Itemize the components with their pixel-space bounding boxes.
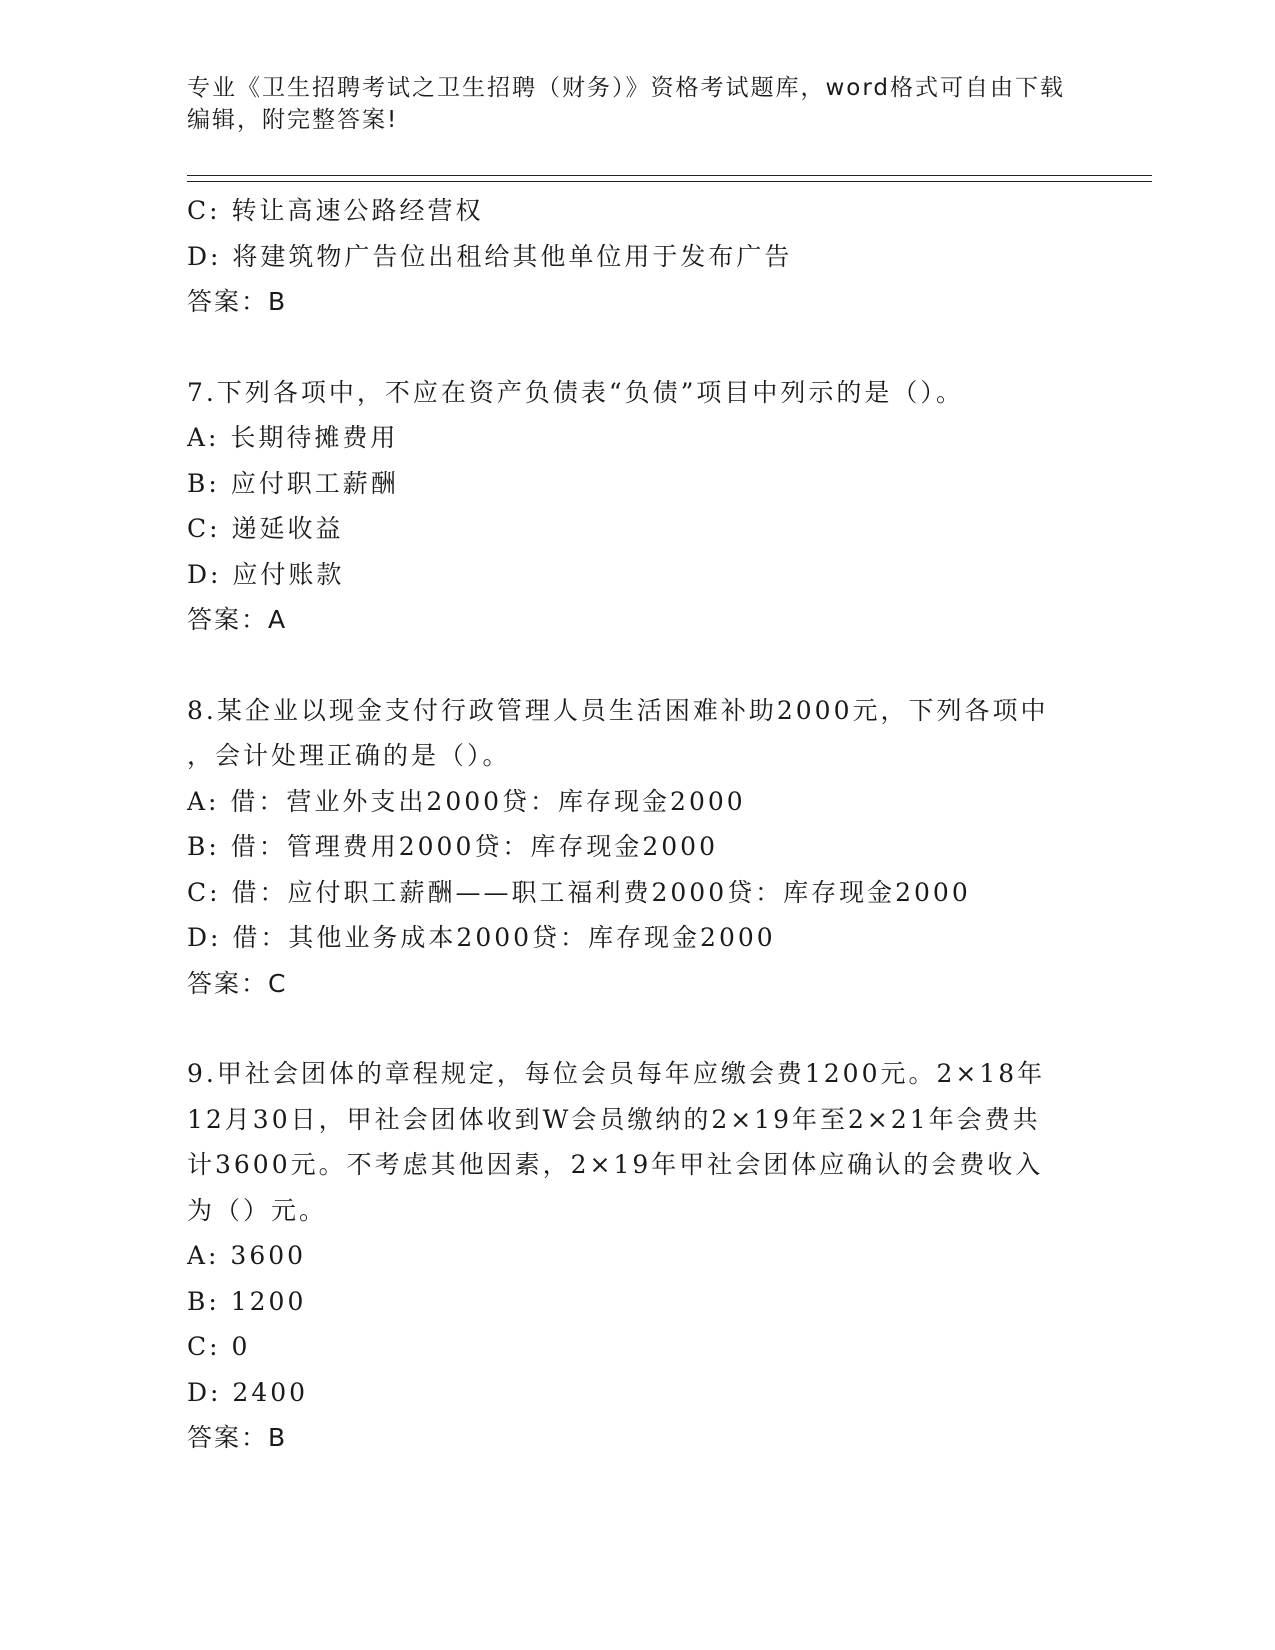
header-rule-top [187, 175, 1152, 176]
question-spacer [187, 1006, 1087, 1051]
question-stem-continued: 计3600元。不考虑其他因素，2×19年甲社会团体应确认的会费收入 [187, 1150, 1044, 1179]
option-b: B: 借：管理费用2000贷：库存现金2000 [187, 832, 718, 861]
question-9 [187, 1051, 1087, 1461]
header-rule-bottom [187, 181, 1152, 182]
option-a: A: 3600 [187, 1241, 307, 1270]
question-stem-continued: 12月30日，甲社会团体收到W会员缴纳的2×19年至2×21年会费共 [187, 1104, 1041, 1134]
option-a: A: 借：营业外支出2000贷：库存现金2000 [187, 786, 746, 816]
option-d: D: 应付账款 [187, 559, 345, 589]
header-line-2: 编辑，附完整答案! [187, 107, 399, 133]
question-8 [187, 688, 1087, 1007]
answer-line: 答案：C [187, 968, 288, 998]
question-spacer [187, 643, 1087, 688]
answer-line: 答案：B [187, 1423, 288, 1452]
header-line-1: 专业《卫生招聘考试之卫生招聘（财务）》资格考试题库，word格式可自由下载 [187, 75, 1066, 101]
option-c: C: 0 [187, 1332, 251, 1361]
question-7 [187, 370, 1087, 643]
option-b: B: 1200 [187, 1286, 307, 1316]
option-d: D: 2400 [187, 1377, 309, 1407]
option-d: D: 借：其他业务成本2000贷：库存现金2000 [187, 923, 776, 952]
option-b: B: 应付职工薪酬 [187, 468, 399, 498]
question-stem: 9.甲社会团体的章程规定，每位会员每年应缴会费1200元。2×18年 [187, 1059, 1046, 1088]
answer-line: 答案：B [187, 287, 288, 316]
answer-line: 答案：A [187, 605, 288, 634]
question-spacer [187, 325, 1087, 370]
continued-question [187, 188, 1087, 325]
option-d: D: 将建筑物广告位出租给其他单位用于发布广告 [187, 241, 793, 271]
page-header [187, 72, 1087, 136]
question-stem: 8.某企业以现金支付行政管理人员生活困难补助2000元，下列各项中 [187, 695, 1049, 725]
question-stem-continued: ，会计处理正确的是（）。 [187, 741, 511, 770]
option-c: C: 递延收益 [187, 514, 344, 543]
option-c: C: 转让高速公路经营权 [187, 196, 484, 225]
option-a: A: 长期待摊费用 [187, 423, 399, 452]
option-c: C: 借：应付职工薪酬——职工福利费2000贷：库存现金2000 [187, 877, 971, 907]
question-stem-continued: 为（）元。 [187, 1195, 328, 1225]
question-stem: 7.下列各项中，不应在资产负债表“负债”项目中列示的是（）。 [187, 377, 964, 407]
question-list [187, 188, 1087, 1461]
